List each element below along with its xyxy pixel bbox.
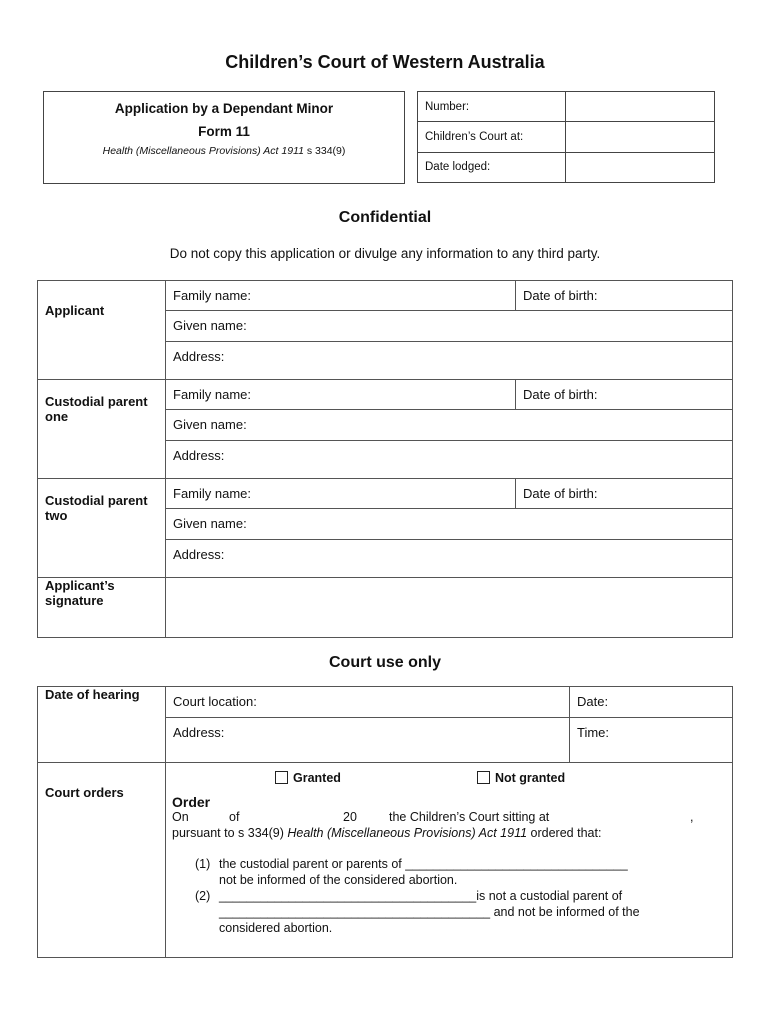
act-section: s 334(9) [303,145,346,157]
registry-box [417,91,715,183]
parent-one-date-of-birth[interactable]: Date of birth: [516,380,733,410]
applicant-address[interactable]: Address: [166,342,733,380]
hearing-time-field[interactable]: Time: [570,718,733,763]
court-use-only-heading: Court use only [328,654,441,671]
pursuant-pre: pursuant to s 334(9) [172,826,288,840]
date-lodged-label: Date lodged: [418,152,566,182]
custodial-parent-two-label: Custodial parent two [38,479,166,578]
order-on: On [172,810,189,824]
page-title: Children’s Court of Western Australia [225,52,545,72]
signature-label: Applicant’s signature [38,578,166,638]
order-pursuant [172,826,601,840]
not-granted-label: Not granted [495,771,566,785]
granted-label: Granted [293,771,341,785]
granted-option[interactable] [275,771,341,785]
item-1-line-2: not be informed of the considered abortion. [219,873,458,887]
date-lodged-field[interactable] [566,152,715,182]
not-granted-option[interactable] [477,771,565,785]
parties-table [37,280,733,638]
court-orders-cell [166,763,733,958]
act-reference [44,145,404,157]
applicant-family-name[interactable]: Family name: [166,281,516,311]
form-header [43,91,405,184]
order-heading: Order [172,794,211,810]
confidentiality-warning: Do not copy this application or divulge any information to any third party. [169,246,601,261]
order-comma: , [690,810,694,824]
signature-field[interactable] [166,578,733,638]
pursuant-act: Health (Miscellaneous Provisions) Act 1911 [287,826,528,840]
parent-two-family-name[interactable]: Family name: [166,479,516,509]
item-2-line-2: _______________________________________ and not be informed of the [219,905,640,919]
order-year-prefix: 20 [343,810,357,824]
form-number: Form 11 [198,124,250,139]
item-2-line-3: considered abortion. [219,921,333,935]
parent-two-date-of-birth[interactable]: Date of birth: [516,479,733,509]
court-at-label: Children’s Court at: [418,122,566,152]
court-location-field[interactable]: Court location: [166,687,570,718]
not-granted-checkbox[interactable] [477,771,490,784]
court-orders-label: Court orders [38,763,166,958]
confidential-heading: Confidential [338,209,432,226]
custodial-parent-one-label: Custodial parent one [38,380,166,479]
item-2-line-1: _____________________________________is not a custodial parent of [219,889,623,903]
court-at-field[interactable] [566,122,715,152]
granted-checkbox[interactable] [275,771,288,784]
item-1-line-1: the custodial parent or parents of ________________________________ [219,857,628,871]
pursuant-post: ordered that: [527,826,602,840]
parent-one-given-name[interactable]: Given name: [166,410,733,441]
applicant-date-of-birth[interactable]: Date of birth: [516,281,733,311]
order-of: of [229,810,240,824]
form-heading: Application by a Dependant Minor [114,101,334,116]
hearing-address-field[interactable]: Address: [166,718,570,763]
number-label: Number: [418,92,566,122]
number-field[interactable] [566,92,715,122]
parent-two-given-name[interactable]: Given name: [166,509,733,540]
order-sitting-at: the Children’s Court sitting at [389,810,550,824]
hearing-date-field[interactable]: Date: [570,687,733,718]
date-of-hearing-label: Date of hearing [38,687,166,763]
court-table [37,686,733,958]
applicant-given-name[interactable]: Given name: [166,311,733,342]
item-2-number: (2) [195,889,211,903]
parent-one-address[interactable]: Address: [166,441,733,479]
item-1-number: (1) [195,857,211,871]
parent-one-family-name[interactable]: Family name: [166,380,516,410]
parent-two-address[interactable]: Address: [166,540,733,578]
applicant-label: Applicant [38,281,166,380]
act-name: Health (Miscellaneous Provisions) Act 1911 [102,145,304,157]
